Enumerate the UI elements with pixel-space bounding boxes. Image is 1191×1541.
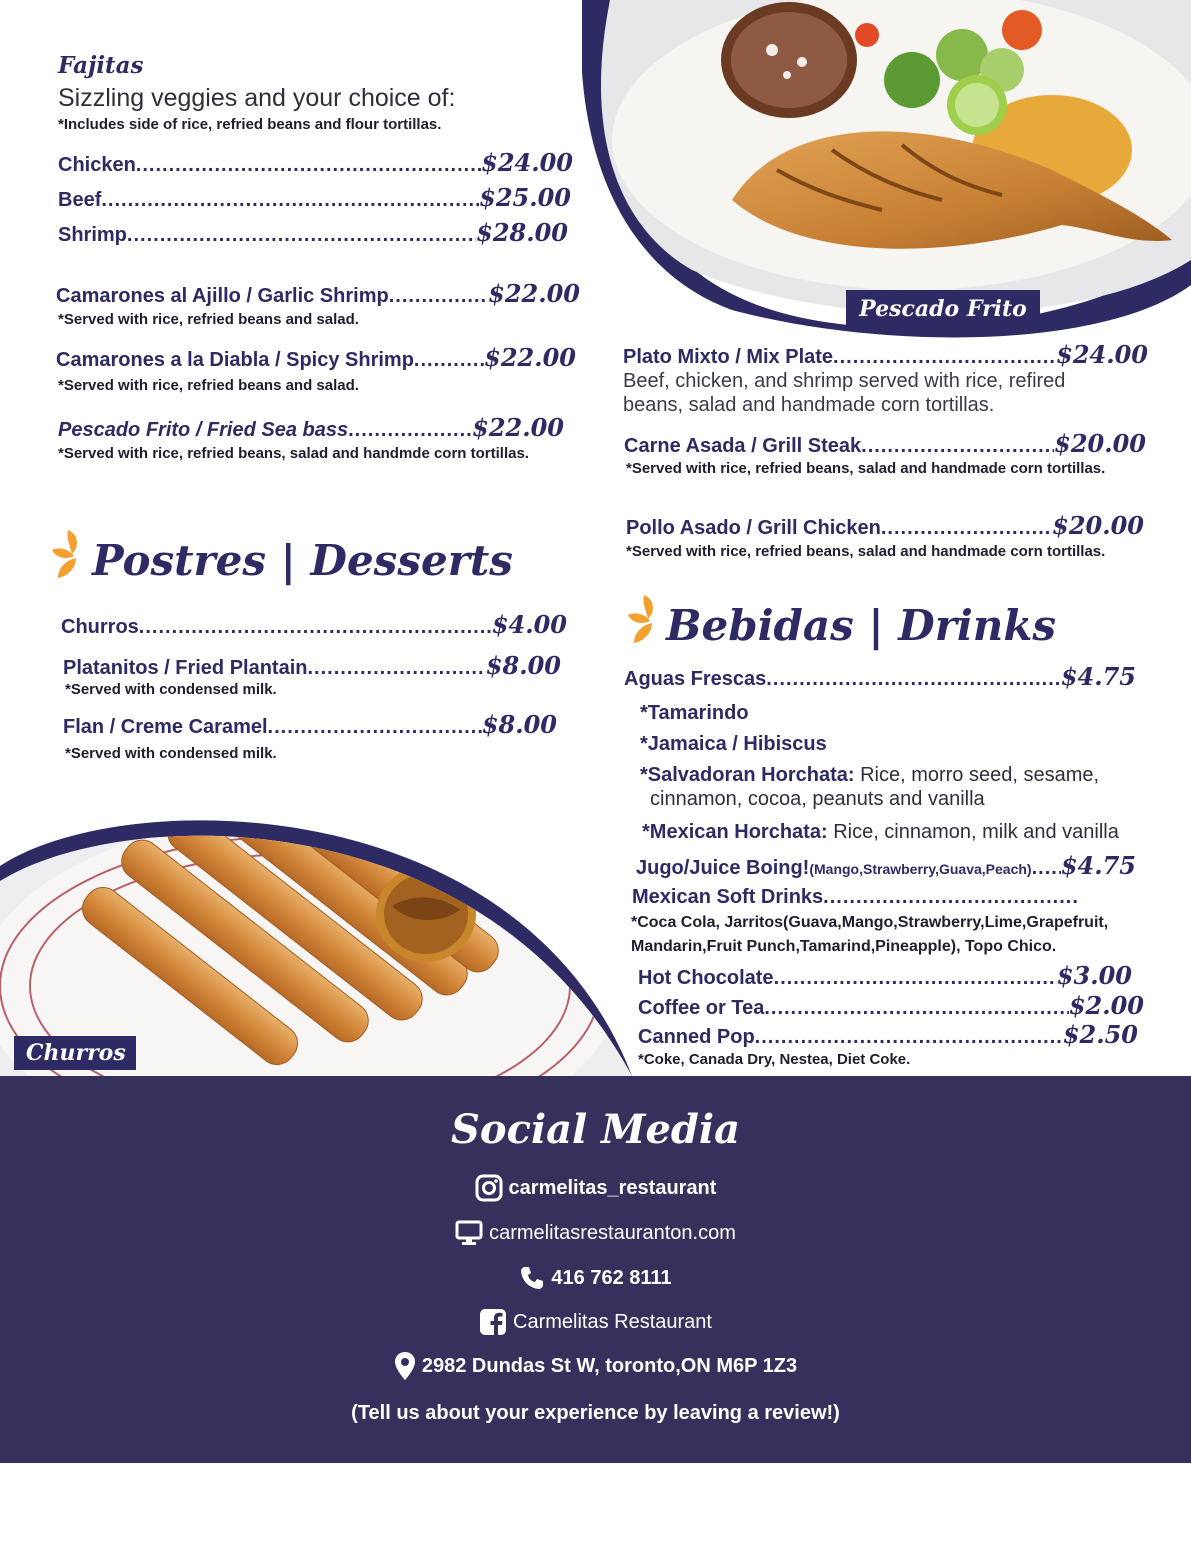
flower-petal-icon (624, 593, 668, 649)
menu-item-beef (58, 183, 571, 212)
aguas-option-salvadoran-horchata-detail: cinnamon, cocoa, peanuts and vanilla (650, 788, 985, 810)
item-price: $8.00 (485, 651, 561, 680)
flower-petal-icon (48, 528, 92, 584)
item-name: Aguas Frescas (624, 668, 767, 690)
item-price: $20.00 (1052, 511, 1144, 540)
website-row[interactable] (0, 1220, 1191, 1246)
item-name: Plato Mixto / Mix Plate (623, 346, 834, 368)
menu-item-carne-asada (624, 429, 1146, 458)
menu-item-camarones-ajillo (56, 279, 580, 308)
fajitas-subtitle: Sizzling veggies and your choice of: (58, 84, 456, 112)
canned-pop-note: *Coke, Canada Dry, Nestea, Diet Coke. (638, 1051, 911, 1068)
menu-item-platanitos (63, 651, 561, 680)
menu-item-shrimp (58, 218, 568, 247)
item-name: Canned Pop (638, 1026, 755, 1048)
phone-number[interactable]: 416 762 8111 (551, 1266, 672, 1289)
item-price: $2.00 (1068, 991, 1144, 1020)
item-name: Mexican Soft Drinks (632, 886, 824, 908)
item-name: Beef (58, 189, 102, 211)
item-price: $20.00 (1054, 429, 1146, 458)
pescado-frito-photo-label: Pescado Frito (846, 290, 1040, 328)
facebook-icon (479, 1308, 507, 1336)
item-price: $4.00 (491, 610, 567, 639)
address[interactable]: 2982 Dundas St W, toronto,ON M6P 1Z3 (421, 1354, 798, 1377)
item-note: *Served with rice, refried beans, salad and handmde corn tortillas. (58, 445, 529, 462)
item-note: *Served with rice, refried beans and salad. (58, 377, 359, 394)
item-name: Platanitos / Fried Plantain (63, 657, 308, 679)
item-name: Chicken (58, 154, 136, 176)
website-url[interactable]: carmelitasrestauranton.com (489, 1221, 736, 1244)
aguas-option-salvadoran-horchata: *Salvadoran Horchata: Rice, morro seed, sesame, (640, 764, 1100, 786)
menu-item-camarones-diabla (56, 343, 576, 372)
menu-item-pollo-asado (626, 511, 1144, 540)
item-price: $24.00 (1056, 340, 1148, 369)
menu-item-hot-chocolate (638, 961, 1132, 990)
menu-item-canned-pop (638, 1020, 1138, 1049)
item-name: Flan / Creme Caramel (63, 716, 268, 738)
menu-item-flan (63, 710, 557, 739)
menu-item-mexican-soft-drinks (632, 886, 1078, 909)
menu-item-churros (61, 610, 567, 639)
item-name: Coffee or Tea (638, 997, 765, 1019)
facebook-row[interactable] (0, 1308, 1191, 1336)
item-price: $22.00 (484, 343, 576, 372)
review-prompt: (Tell us about your experience by leaving a review!) (351, 1402, 840, 1424)
item-price: $25.00 (479, 183, 571, 212)
item-price: $22.00 (472, 413, 564, 442)
facebook-page[interactable]: Carmelitas Restaurant (513, 1310, 712, 1333)
instagram-icon (475, 1174, 503, 1202)
instagram-handle[interactable]: carmelitas_restaurant (508, 1176, 717, 1199)
fajitas-note: *Includes side of rice, refried beans and flour tortillas. (58, 116, 442, 133)
menu-item-pescado-frito (58, 413, 564, 442)
fajitas-title: Fajitas (58, 52, 144, 79)
soft-drinks-note-2: Mandarin,Fruit Punch,Tamarind,Pineapple), Topo Chico. (631, 938, 1057, 955)
item-note: *Served with rice, refried beans, salad and handmade corn tortillas. (626, 543, 1106, 560)
churros-photo (0, 806, 632, 1076)
footer-title: Social Media (451, 1106, 740, 1153)
menu-item-jugo-boing (636, 851, 1136, 880)
item-name: Churros (61, 616, 139, 638)
soft-drinks-note-1: *Coca Cola, Jarritos(Guava,Mango,Strawberry,Lime,Grapefruit, (631, 914, 1109, 931)
item-price: $2.50 (1062, 1020, 1138, 1049)
aguas-option-mexican-horchata: *Mexican Horchata: Rice, cinnamon, milk and vanilla (642, 821, 1119, 843)
item-name: Shrimp (58, 224, 127, 246)
item-price: $24.00 (481, 148, 573, 177)
phone-icon (519, 1265, 545, 1291)
menu-item-plato-mixto (623, 340, 1148, 369)
jugo-flavors: (Mango,Strawberry,Guava,Peach) (809, 861, 1032, 877)
item-name: Carne Asada / Grill Steak (624, 435, 862, 457)
item-name: Camarones al Ajillo / Garlic Shrimp (56, 285, 389, 307)
pescado-frito-photo (582, 0, 1191, 340)
item-price: $22.00 (488, 279, 580, 308)
item-name: Camarones a la Diabla / Spicy Shrimp (56, 349, 414, 371)
menu-item-chicken (58, 148, 573, 177)
aguas-option-tamarindo: *Tamarindo (640, 702, 749, 724)
item-price: $8.00 (481, 710, 557, 739)
item-price: $4.75 (1060, 851, 1136, 880)
social-media-footer (0, 1076, 1191, 1463)
item-price: $4.75 (1060, 662, 1136, 691)
item-note: *Served with condensed milk. (65, 745, 277, 762)
aguas-option-jamaica: *Jamaica / Hibiscus (640, 733, 827, 755)
address-row[interactable] (0, 1351, 1191, 1381)
item-name: Hot Chocolate (638, 967, 774, 989)
menu-item-aguas-frescas (624, 662, 1136, 691)
item-description: Beef, chicken, and shrimp served with rice, refired beans, salad and handmade corn tortillas. (623, 370, 1066, 416)
phone-row[interactable] (0, 1265, 1191, 1291)
desktop-monitor-icon (455, 1220, 483, 1246)
item-name: Pescado Frito / Fried Sea bass (58, 419, 349, 441)
item-name: Pollo Asado / Grill Chicken (626, 517, 881, 539)
item-note: *Served with condensed milk. (65, 681, 277, 698)
item-price: $28.00 (476, 218, 568, 247)
item-price: $3.00 (1056, 961, 1132, 990)
item-note: *Served with rice, refried beans, salad and handmade corn tortillas. (626, 460, 1106, 477)
map-pin-icon (394, 1351, 416, 1381)
desserts-title: Postres | Desserts (92, 536, 513, 585)
item-name: Jugo/Juice Boing! (636, 857, 810, 879)
instagram-row[interactable] (0, 1174, 1191, 1202)
churros-photo-label: Churros (14, 1036, 136, 1070)
menu-item-coffee-tea (638, 991, 1144, 1020)
pescado-frito-photo-art (582, 0, 1191, 340)
drinks-title: Bebidas | Drinks (666, 601, 1057, 650)
item-note: *Served with rice, refried beans and salad. (58, 311, 359, 328)
